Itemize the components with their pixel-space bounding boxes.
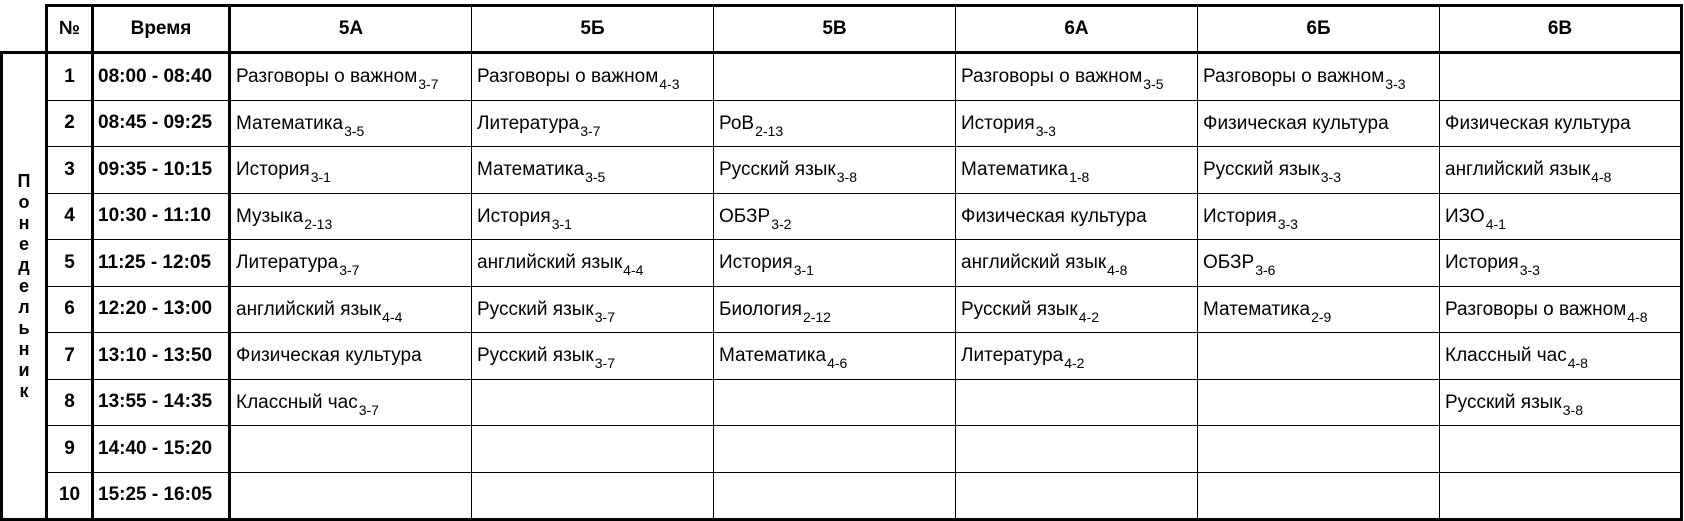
subject-name: История: [961, 112, 1035, 134]
lesson-time: 09:35 - 10:15: [93, 147, 230, 194]
lesson-cell: [1198, 100, 1440, 147]
lesson-cell: [1198, 147, 1440, 194]
lesson-cell: [714, 100, 956, 147]
lesson-cell: [230, 426, 472, 473]
subject-name: Русский язык: [477, 345, 594, 366]
room-number: 3-3: [1277, 215, 1298, 232]
room-number: 3-1: [551, 215, 572, 232]
room-number: 4-8: [1107, 262, 1128, 278]
lesson-cell: [472, 147, 714, 194]
lesson-time: 08:45 - 09:25: [93, 100, 230, 147]
subject-name: Классный час: [1445, 345, 1567, 366]
header-class: 5Б: [472, 6, 714, 53]
lesson-cell: [1440, 426, 1682, 473]
lesson-cell: [230, 379, 472, 426]
schedule-table: [0, 4, 1683, 521]
header-number: №: [47, 6, 93, 53]
lesson-cell: [230, 100, 472, 147]
day-letter: о: [18, 191, 30, 212]
subject-name: английский язык: [236, 298, 382, 320]
room-number: 3-7: [594, 355, 615, 371]
day-letter: ь: [18, 317, 30, 338]
subject-name: Физическая культура: [961, 205, 1147, 227]
lesson-cell: [714, 286, 956, 333]
room-number: 4-4: [623, 262, 644, 278]
day-letter: л: [18, 296, 30, 317]
lesson-cell: [230, 53, 472, 101]
subject-name: Русский язык: [961, 298, 1078, 320]
header-class: 6В: [1440, 6, 1682, 53]
subject-name: Классный час: [236, 391, 358, 413]
lesson-cell: [1198, 472, 1440, 520]
subject-name: Музыка: [236, 205, 304, 227]
room-number: 3-7: [580, 122, 601, 139]
subject-name: ОБЗР: [1203, 252, 1255, 273]
subject-name: Физическая культура: [1203, 112, 1389, 134]
day-letter: к: [19, 380, 29, 401]
lesson-row: [2, 286, 1682, 333]
lesson-cell: [956, 286, 1198, 333]
lesson-cell: [230, 333, 472, 380]
lesson-cell: [956, 53, 1198, 101]
lesson-cell: [714, 193, 956, 240]
room-number: 2-9: [1311, 308, 1332, 325]
lesson-row: [2, 53, 1682, 101]
room-number: 3-7: [358, 401, 379, 418]
lesson-cell: [472, 193, 714, 240]
lesson-cell: [472, 240, 714, 287]
subject-name: Физическая культура: [236, 345, 422, 366]
lesson-time: 15:25 - 16:05: [93, 472, 230, 520]
lesson-cell: [472, 472, 714, 520]
lesson-row: [2, 193, 1682, 240]
subject-name: Русский язык: [719, 159, 836, 180]
lesson-row: [2, 426, 1682, 473]
lesson-cell: [230, 193, 472, 240]
subject-name: РоВ: [719, 112, 755, 134]
lesson-row: [2, 472, 1682, 520]
lesson-number: 5: [47, 240, 93, 287]
lesson-cell: [1198, 240, 1440, 287]
room-number: 4-8: [1627, 308, 1648, 325]
header-class: 5А: [230, 6, 472, 53]
room-number: 4-2: [1064, 355, 1085, 371]
lesson-time: 08:00 - 08:40: [93, 53, 230, 101]
room-number: 4-8: [1591, 169, 1612, 185]
room-number: 3-5: [1143, 76, 1164, 92]
lesson-cell: [472, 53, 714, 101]
lesson-cell: [472, 426, 714, 473]
room-number: 1-8: [1069, 169, 1090, 185]
subject-name: История: [1203, 205, 1277, 227]
lesson-cell: [1440, 53, 1682, 101]
room-number: 4-4: [382, 308, 403, 325]
lesson-cell: [956, 426, 1198, 473]
room-number: 3-7: [418, 76, 439, 92]
lesson-cell: [1440, 286, 1682, 333]
lesson-cell: [1440, 240, 1682, 287]
lesson-cell: [956, 100, 1198, 147]
day-letter: н: [18, 338, 30, 359]
lesson-cell: [1198, 333, 1440, 380]
day-name-vertical: [18, 171, 31, 402]
day-letter: и: [18, 359, 30, 380]
lesson-cell: [1440, 193, 1682, 240]
room-number: 3-5: [344, 122, 365, 139]
lesson-number: 6: [47, 286, 93, 333]
subject-name: История: [236, 159, 310, 180]
subject-name: Разговоры о важном: [961, 66, 1143, 87]
subject-name: Литература: [961, 345, 1064, 366]
room-number: 3-3: [1035, 122, 1056, 139]
room-number: 3-6: [1255, 262, 1276, 278]
subject-name: Разговоры о важном: [1203, 66, 1385, 87]
lesson-time: 13:55 - 14:35: [93, 379, 230, 426]
subject-name: Литература: [236, 252, 339, 273]
subject-name: История: [477, 205, 551, 227]
room-number: 3-3: [1385, 76, 1406, 92]
header-corner: [2, 6, 47, 53]
lesson-cell: [714, 333, 956, 380]
lesson-number: 3: [47, 147, 93, 194]
subject-name: английский язык: [477, 252, 623, 273]
lesson-cell: [472, 286, 714, 333]
room-number: 4-1: [1485, 215, 1506, 232]
lesson-cell: [1440, 147, 1682, 194]
lesson-cell: [714, 379, 956, 426]
lesson-row: [2, 379, 1682, 426]
room-number: 3-8: [836, 169, 857, 185]
lesson-number: 7: [47, 333, 93, 380]
lesson-cell: [714, 53, 956, 101]
room-number: 2-13: [304, 215, 333, 232]
subject-name: История: [1445, 252, 1519, 273]
subject-name: Литература: [477, 112, 580, 134]
subject-name: Разговоры о важном: [236, 66, 418, 87]
lesson-cell: [714, 147, 956, 194]
lesson-cell: [230, 147, 472, 194]
schedule-body: [2, 53, 1682, 520]
day-letter: П: [17, 170, 31, 191]
lesson-number: 10: [47, 472, 93, 520]
lesson-cell: [472, 379, 714, 426]
day-letter: е: [18, 275, 29, 296]
room-number: 3-1: [310, 169, 331, 185]
lesson-number: 9: [47, 426, 93, 473]
lesson-cell: [956, 193, 1198, 240]
subject-name: Русский язык: [477, 298, 594, 320]
room-number: 3-8: [1562, 401, 1583, 418]
header-row: [2, 6, 1682, 53]
room-number: 3-7: [594, 308, 615, 325]
lesson-cell: [1198, 53, 1440, 101]
day-letter: н: [18, 212, 30, 233]
subject-name: Математика: [236, 112, 344, 134]
subject-name: Математика: [1203, 298, 1311, 320]
room-number: 3-3: [1519, 262, 1540, 278]
lesson-cell: [956, 472, 1198, 520]
room-number: 4-8: [1567, 355, 1588, 371]
subject-name: Математика: [477, 159, 585, 180]
header-time: Время: [93, 6, 230, 53]
lesson-number: 2: [47, 100, 93, 147]
lesson-cell: [956, 333, 1198, 380]
subject-name: английский язык: [1445, 159, 1591, 180]
lesson-number: 8: [47, 379, 93, 426]
subject-name: Математика: [961, 159, 1069, 180]
lesson-cell: [472, 100, 714, 147]
lesson-cell: [1198, 193, 1440, 240]
lesson-cell: [472, 333, 714, 380]
lesson-row: [2, 240, 1682, 287]
lesson-cell: [956, 147, 1198, 194]
lesson-cell: [1198, 286, 1440, 333]
lesson-cell: [1440, 379, 1682, 426]
room-number: 3-5: [585, 169, 606, 185]
subject-name: Математика: [719, 345, 827, 366]
room-number: 4-3: [659, 76, 680, 92]
room-number: 3-3: [1320, 169, 1341, 185]
lesson-row: [2, 100, 1682, 147]
subject-name: Русский язык: [1445, 391, 1562, 413]
room-number: 2-12: [802, 308, 831, 325]
lesson-cell: [1440, 472, 1682, 520]
subject-name: Физическая культура: [1445, 112, 1631, 134]
subject-name: ИЗО: [1445, 205, 1485, 227]
room-number: 4-2: [1078, 308, 1099, 325]
lesson-time: 11:25 - 12:05: [93, 240, 230, 287]
header-class: 6А: [956, 6, 1198, 53]
day-label: [2, 53, 47, 520]
room-number: 3-1: [793, 262, 814, 278]
lesson-time: 13:10 - 13:50: [93, 333, 230, 380]
room-number: 3-7: [339, 262, 360, 278]
room-number: 2-13: [755, 122, 784, 139]
lesson-time: 12:20 - 13:00: [93, 286, 230, 333]
lesson-time: 14:40 - 15:20: [93, 426, 230, 473]
lesson-number: 1: [47, 53, 93, 101]
lesson-cell: [1198, 379, 1440, 426]
lesson-cell: [1198, 426, 1440, 473]
lesson-cell: [230, 240, 472, 287]
lesson-cell: [956, 240, 1198, 287]
day-letter: д: [18, 254, 30, 275]
lesson-cell: [956, 379, 1198, 426]
lesson-row: [2, 147, 1682, 194]
lesson-row: [2, 333, 1682, 380]
subject-name: Разговоры о важном: [1445, 298, 1627, 320]
lesson-time: 10:30 - 11:10: [93, 193, 230, 240]
subject-name: Биология: [719, 298, 802, 320]
header-class: 6Б: [1198, 6, 1440, 53]
subject-name: ОБЗР: [719, 205, 771, 227]
lesson-cell: [230, 286, 472, 333]
lesson-number: 4: [47, 193, 93, 240]
lesson-cell: [714, 472, 956, 520]
lesson-cell: [1440, 100, 1682, 147]
lesson-cell: [230, 472, 472, 520]
subject-name: История: [719, 252, 793, 273]
subject-name: Русский язык: [1203, 159, 1320, 180]
room-number: 4-6: [827, 355, 848, 371]
lesson-cell: [714, 240, 956, 287]
room-number: 3-2: [771, 215, 792, 232]
lesson-cell: [1440, 333, 1682, 380]
header-class: 5В: [714, 6, 956, 53]
lesson-cell: [714, 426, 956, 473]
subject-name: английский язык: [961, 252, 1107, 273]
day-letter: е: [18, 233, 29, 254]
subject-name: Разговоры о важном: [477, 66, 659, 87]
